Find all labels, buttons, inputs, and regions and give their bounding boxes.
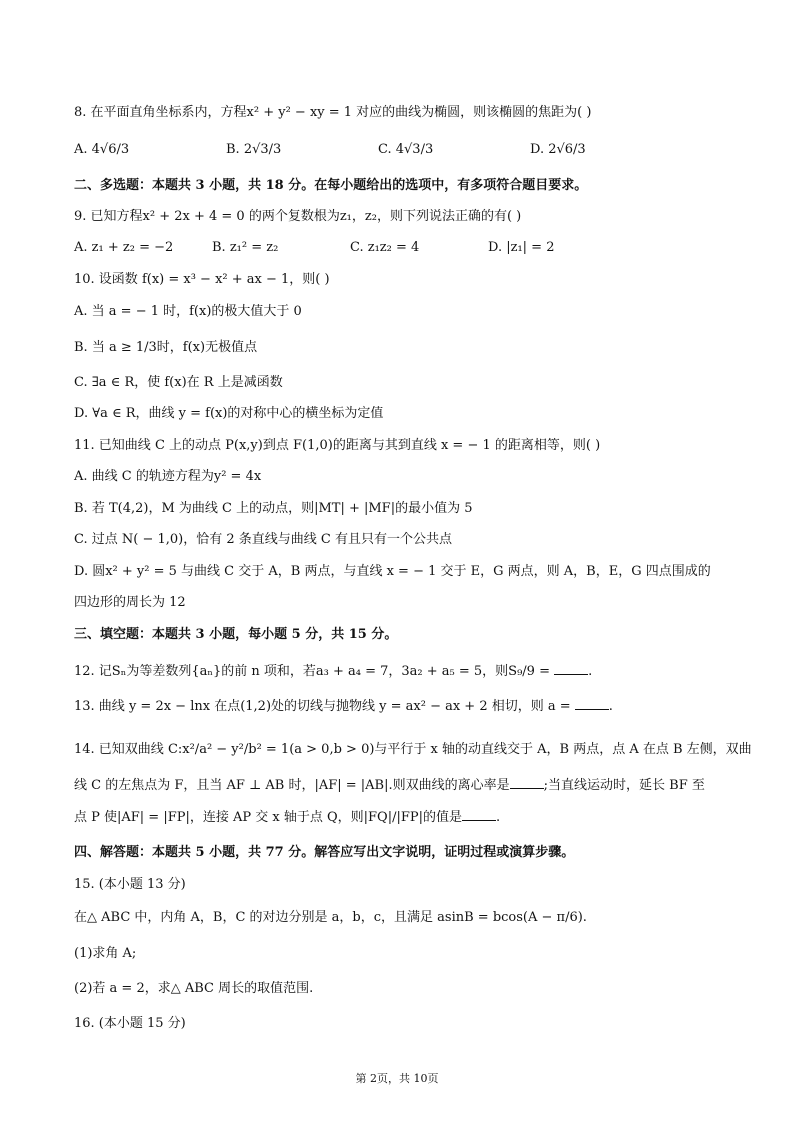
section-multi-choice-heading: 二、多选题：本题共 3 小题，共 18 分。在每小题给出的选项中，有多项符合题目要求。 [74,178,588,193]
section-fill-in-heading: 三、填空题：本题共 3 小题，每小题 5 分，共 15 分。 [74,627,398,642]
q10-option-d: D. ∀a ∈ R，曲线 y = f(x)的对称中心的横坐标为定值 [74,406,384,421]
q8-option-b: B. 2√3/3 [226,142,282,157]
q13-text: 13. 曲线 y = 2x − lnx 在点(1,2)处的切线与抛物线 y = ax² − ax + 2 相切，则 a = [74,699,571,714]
q14-line2-rest: ;当直线运动时，延长 BF 至 [543,778,705,793]
q14-ratio-blank[interactable] [462,806,496,821]
q12-answer-blank[interactable] [554,660,588,675]
q9-options [74,238,714,258]
q12 [74,660,592,682]
q11-option-c: C. 过点 N( − 1,0)，恰有 2 条直线与曲线 C 有且只有一个公共点 [74,532,452,547]
q10-option-a: A. 当 a = − 1 时，f(x)的极大值大于 0 [74,304,302,319]
q15-part1: (1)求角 A; [74,946,137,961]
q11-option-d-line2: 四边形的周长为 12 [74,595,186,610]
q14-line2 [74,774,705,796]
q9-stem: 9. 已知方程x² + 2x + 4 = 0 的两个复数根为z₁，z₂，则下列说法正确的有( ) [74,209,522,224]
q14-line2-text: 线 C 的左焦点为 F，且当 AF ⊥ AB 时，|AF| = |AB|.则双曲线的离心率是 [74,778,510,793]
q15-body: 在△ ABC 中，内角 A，B，C 的对边分别是 a，b，c，且满足 asinB = bcos(A − π/6). [74,910,587,925]
q14-line3 [74,806,500,828]
q9-option-a: A. z₁ + z₂ = −2 [74,240,174,255]
q13-end: . [608,699,613,714]
q8-stem: 8. 在平面直角坐标系内，方程x² + y² − xy = 1 对应的曲线为椭圆，则该椭圆的焦距为( ) [74,105,592,120]
q12-end: . [588,664,593,679]
q10-option-b: B. 当 a ≥ 1/3时，f(x)无极值点 [74,340,258,355]
q9-option-d: D. |z₁| = 2 [488,240,555,255]
q12-text: 12. 记Sₙ为等差数列{aₙ}的前 n 项和，若a₃ + a₄ = 7，3a₂ + a₅ = 5，则S₉/9 = [74,664,550,679]
q14-line3-text: 点 P 使|AF| = |FP|，连接 AP 交 x 轴于点 Q，则|FQ|/|FP|的值是 [74,810,462,825]
q8-option-d: D. 2√6/3 [530,142,586,157]
q13-answer-blank[interactable] [575,695,609,710]
q9-option-c: C. z₁z₂ = 4 [350,240,420,255]
q10-option-c: C. ∃a ∈ R，使 f(x)在 R 上是减函数 [74,375,283,390]
q11-stem: 11. 已知曲线 C 上的动点 P(x,y)到点 F(1,0)的距离与其到直线 x = − 1 的距离相等，则( ) [74,438,601,453]
q15-heading: 15. (本小题 13 分) [74,877,186,892]
q11-option-b: B. 若 T(4,2)，M 为曲线 C 上的动点，则|MT| + |MF|的最小值为 5 [74,501,473,516]
q13 [74,695,613,717]
section-answer-heading: 四、解答题：本题共 5 小题，共 77 分。解答应写出文字说明，证明过程或演算步骤。 [74,845,575,860]
q11-option-a: A. 曲线 C 的轨迹方程为y² = 4x [74,469,262,484]
q8-option-c: C. 4√3/3 [378,142,434,157]
q14-eccentricity-blank[interactable] [510,774,544,789]
q16-heading: 16. (本小题 15 分) [74,1016,186,1031]
page-footer: 第 2页，共 10页 [355,1072,439,1085]
q11-option-d-line1: D. 圆x² + y² = 5 与曲线 C 交于 A，B 两点，与直线 x = − 1 交于 E，G 两点，则 A，B，E，G 四点围成的 [74,564,711,579]
q8-option-a: A. 4√6/3 [74,142,130,157]
q14-line3-end: . [496,810,501,825]
q15-part2: (2)若 a = 2，求△ ABC 周长的取值范围. [74,981,314,996]
q14-line1: 14. 已知双曲线 C:x²/a² − y²/b² = 1(a > 0,b > 0)与平行于 x 轴的动直线交于 A，B 两点，点 A 在点 B 左侧，双曲 [74,742,752,757]
q8-options [74,140,714,160]
q10-stem: 10. 设函数 f(x) = x³ − x² + ax − 1，则( ) [74,272,330,287]
q9-option-b: B. z₁² = z₂ [212,240,279,255]
